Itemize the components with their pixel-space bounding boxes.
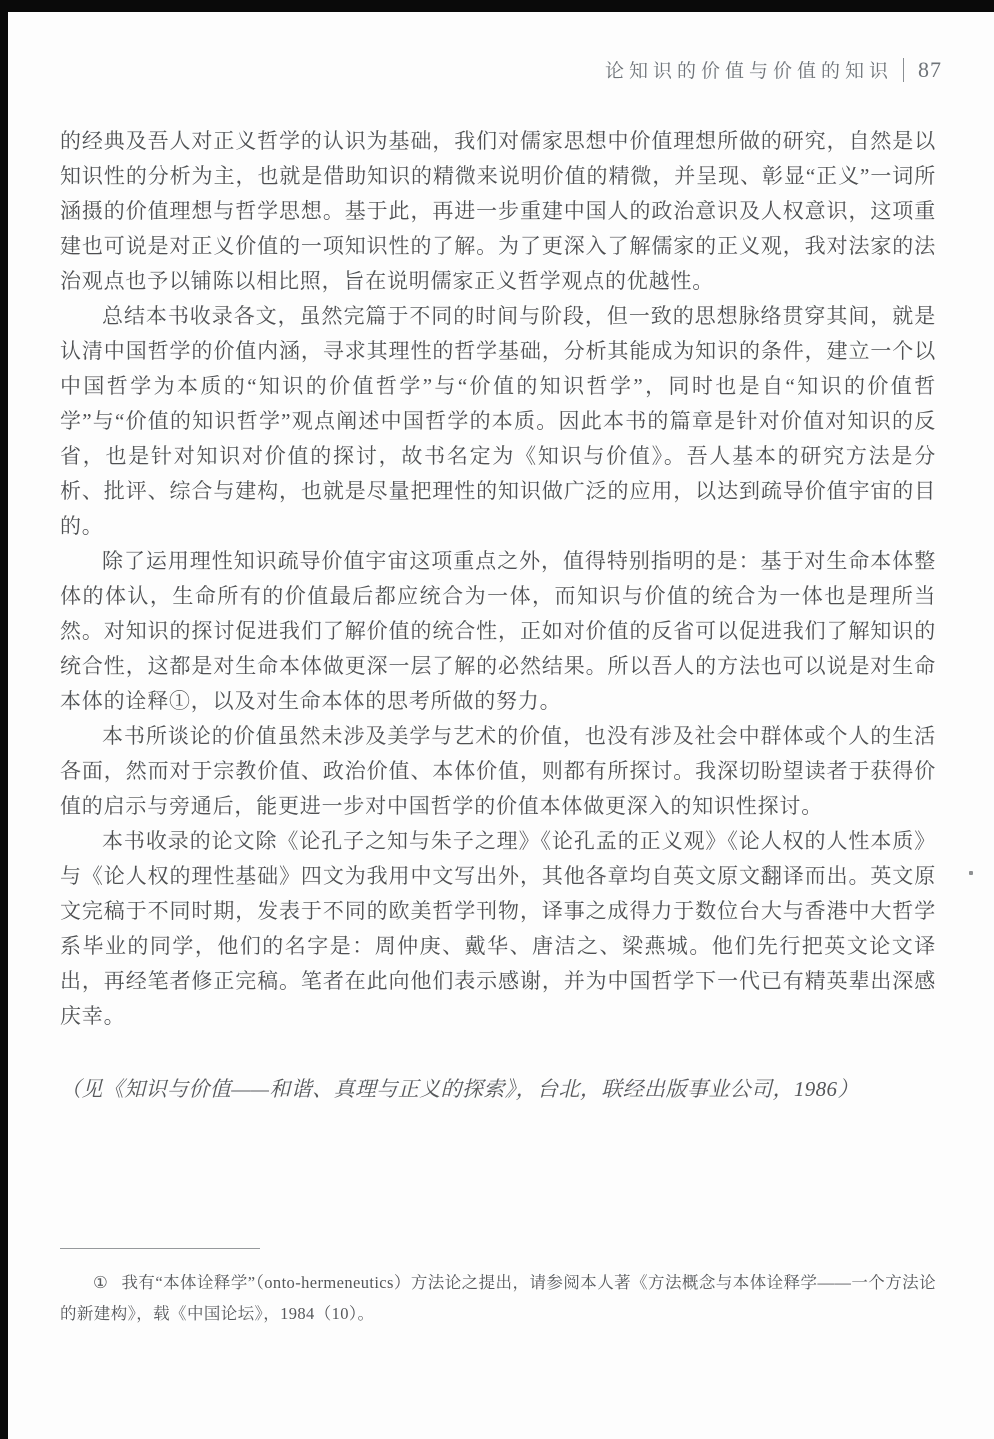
page-number: 87 [918,56,942,82]
paragraph: 本书所谈论的价值虽然未涉及美学与艺术的价值，也没有涉及社会中群体或个人的生活各面，然而对于宗教价值、政治价值、本体价值，则都有所探讨。我深切盼望读者于获得价值的启示与旁通后，能更进一步对中国哲学的价值本体做更深入的知识性探讨。 [60,724,936,818]
paragraph: 总结本书收录各文，虽然完篇于不同的时间与阶段，但一致的思想脉络贯穿其间，就是认清中国哲学的价值内涵，寻求其理性的哲学基础，分析其能成为知识的条件，建立一个以中国哲学为本质的“知识的价值哲学”与“价值的知识哲学”，同时也是自“知识的价值哲学”与“价值的知识哲学”观点阐述中国哲学的本质。因此本书的篇章是针对价值对知识的反省，也是针对知识对价值的探讨，故书名定为《知识与价值》。吾人基本的研究方法是分析、批评、综合与建构，也就是尽量把理性的知识做广泛的应用，以达到疏导价值宇宙的目的。 [60,304,936,538]
citation-line: （见《知识与价值——和谐、真理与正义的探索》，台北，联经出版事业公司，1986） [60,1077,859,1101]
scan-edge-left [0,0,8,1439]
footnote-text [60,1267,936,1329]
body-text [60,124,936,1107]
footnote-marker: ① [93,1273,109,1292]
header-divider [903,58,904,82]
running-header [605,56,942,83]
paragraph: 的经典及吾人对正义哲学的认识为基础，我们对儒家思想中价值理想所做的研究，自然是以知识性的分析为主，也就是借助知识的精微来说明价值的精微，并呈现、彰显“正义”一词所涵摄的价值理想与哲学思想。基于此，再进一步重建中国人的政治意识及人权意识，这项重建也可说是对正义价值的一项知识性的了解。为了更深入了解儒家的正义观，我对法家的法治观点也予以铺陈以相比照，旨在说明儒家正义哲学观点的优越性。 [60,129,937,293]
paragraph: 本书收录的论文除《论孔子之知与朱子之理》《论孔孟的正义观》《论人权的人性本质》与《论人权的理性基础》四文为我用中文写出外，其他各章均自英文原文翻译而出。英文原文完稿于不同时期，发表于不同的欧美哲学刊物，译事之成得力于数位台大与香港中大哲学系毕业的同学，他们的名字是：周仲庚、戴华、唐洁之、梁燕城。他们先行把英文论文译出，再经笔者修正完稿。笔者在此向他们表示感谢，并为中国哲学下一代已有精英辈出深感庆幸。 [60,829,936,1028]
body-paragraphs [60,124,936,1034]
scan-artifact-dot [969,871,973,875]
footnote-rule [60,1248,260,1249]
running-title: 论知识的价值与价值的知识 [604,61,893,82]
footnote-block [60,1248,936,1329]
scan-edge-top [0,0,994,12]
footnote-body: 我有“本体诠释学”（onto-hermeneutics）方法论之提出，请参阅本人著《方法概念与本体诠释学——一个方法论的新建构》，载《中国论坛》，1984（10）。 [60,1273,936,1323]
paragraph: 除了运用理性知识疏导价值宇宙这项重点之外，值得特别指明的是：基于对生命本体整体的体认，生命所有的价值最后都应统合为一体，而知识与价值的统合为一体也是理所当然。对知识的探讨促进我们了解价值的统合性，正如对价值的反省可以促进我们了解知识的统合性，这都是对生命本体做更深一层了解的必然结果。所以吾人的方法也可以说是对生命本体的诠释①，以及对生命本体的思考所做的努力。 [60,549,936,713]
